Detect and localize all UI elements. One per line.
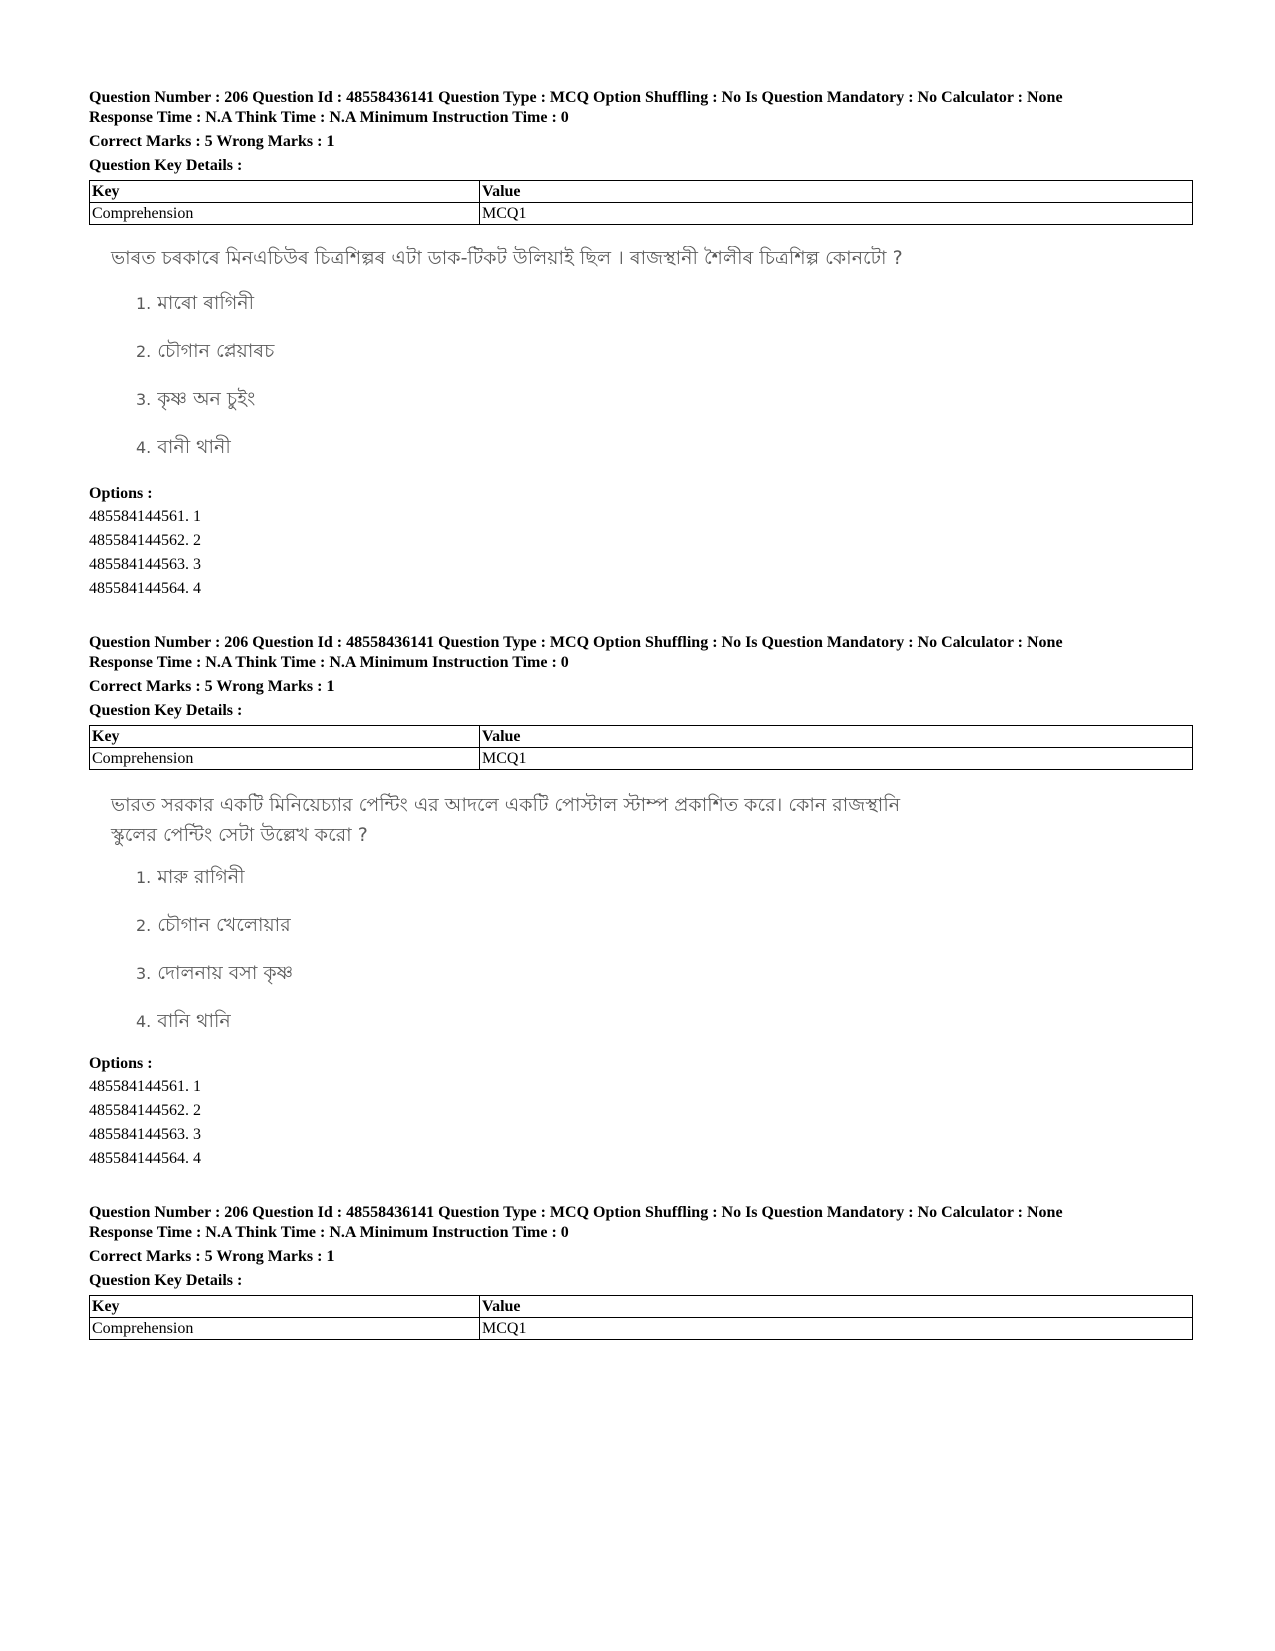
choice-item: 3. কৃষ্ণ অন চুইং <box>136 388 256 410</box>
option-line: 485584144561. 1 <box>89 1078 201 1095</box>
table-header-row <box>90 1296 1193 1318</box>
option-line: 485584144562. 2 <box>89 532 201 549</box>
option-line: 485584144563. 3 <box>89 1126 201 1143</box>
option-line: 485584144562. 2 <box>89 1102 201 1119</box>
option-line: 485584144563. 3 <box>89 556 201 573</box>
question-block <box>89 633 1193 1171</box>
choice-item: 4. বানী থানী <box>136 436 231 458</box>
table-row <box>90 748 1193 770</box>
question-text: ভারত সরকার একটি মিনিয়েচ্যার পেন্টিং এর আদলে একটি পোস্টাল স্টাম্প প্রকাশিত করে। কোন রাজস্থানি <box>111 794 901 816</box>
table-row <box>90 1318 1193 1340</box>
key-details-table <box>89 180 1193 225</box>
question-text: ভাৰত চৰকাৰে মিনএচিউৰ চিত্ৰশিল্পৰ এটা ডাক-টিকট উলিয়াই ছিল । ৰাজস্থানী শৈলীৰ চিত্ৰশিল্প কোনটো ? <box>111 247 903 269</box>
question-timing-line: Response Time : N.A Think Time : N.A Minimum Instruction Time : 0 <box>89 654 569 671</box>
choice-list <box>89 288 1193 480</box>
marks-line: Correct Marks : 5 Wrong Marks : 1 <box>89 1248 335 1265</box>
choice-item: 3. দোলনায় বসা কৃষ্ণ <box>136 962 294 984</box>
choice-item: 4. বানি থানি <box>136 1010 231 1032</box>
value-cell: MCQ1 <box>480 203 1193 225</box>
value-header-cell: Value <box>480 181 1193 203</box>
key-cell: Comprehension <box>90 1318 480 1340</box>
choice-item: 2. চৌগান প্লেয়াৰচ <box>136 340 275 362</box>
question-timing-line: Response Time : N.A Think Time : N.A Minimum Instruction Time : 0 <box>89 109 569 126</box>
option-line: 485584144561. 1 <box>89 508 201 525</box>
options-label: Options : <box>89 485 153 502</box>
document-page <box>89 88 1193 1340</box>
table-row <box>90 203 1193 225</box>
key-details-label: Question Key Details : <box>89 1272 243 1289</box>
key-details-table <box>89 725 1193 770</box>
value-header-cell: Value <box>480 726 1193 748</box>
question-block <box>89 1203 1193 1340</box>
value-header-cell: Value <box>480 1296 1193 1318</box>
question-text: স্কুলের পেন্টিং সেটা উল্লেখ করো ? <box>111 824 368 846</box>
key-cell: Comprehension <box>90 203 480 225</box>
option-line: 485584144564. 4 <box>89 580 201 597</box>
value-cell: MCQ1 <box>480 748 1193 770</box>
key-header-cell: Key <box>90 1296 480 1318</box>
question-meta-line: Question Number : 206 Question Id : 48558436141 Question Type : MCQ Option Shuffling : No Is Question Mandatory : No Calculator : None <box>89 1204 1063 1221</box>
question-meta-line: Question Number : 206 Question Id : 48558436141 Question Type : MCQ Option Shuffling : No Is Question Mandatory : No Calculator : None <box>89 89 1063 106</box>
choice-list <box>89 862 1193 1054</box>
question-block <box>89 88 1193 601</box>
key-details-table <box>89 1295 1193 1340</box>
choice-item: 1. মাৰো ৰাগিনী <box>136 292 255 314</box>
question-image <box>89 225 1193 483</box>
question-timing-line: Response Time : N.A Think Time : N.A Minimum Instruction Time : 0 <box>89 1224 569 1241</box>
key-header-cell: Key <box>90 181 480 203</box>
table-header-row <box>90 181 1193 203</box>
key-header-cell: Key <box>90 726 480 748</box>
marks-line: Correct Marks : 5 Wrong Marks : 1 <box>89 133 335 150</box>
question-image <box>89 770 1193 1053</box>
key-cell: Comprehension <box>90 748 480 770</box>
table-header-row <box>90 726 1193 748</box>
key-details-label: Question Key Details : <box>89 157 243 174</box>
value-cell: MCQ1 <box>480 1318 1193 1340</box>
key-details-label: Question Key Details : <box>89 702 243 719</box>
question-meta-line: Question Number : 206 Question Id : 48558436141 Question Type : MCQ Option Shuffling : No Is Question Mandatory : No Calculator : None <box>89 634 1063 651</box>
choice-item: 1. মারু রাগিনী <box>136 866 245 888</box>
option-line: 485584144564. 4 <box>89 1150 201 1167</box>
options-label: Options : <box>89 1055 153 1072</box>
choice-item: 2. চৌগান খেলোয়ার <box>136 914 291 936</box>
marks-line: Correct Marks : 5 Wrong Marks : 1 <box>89 678 335 695</box>
